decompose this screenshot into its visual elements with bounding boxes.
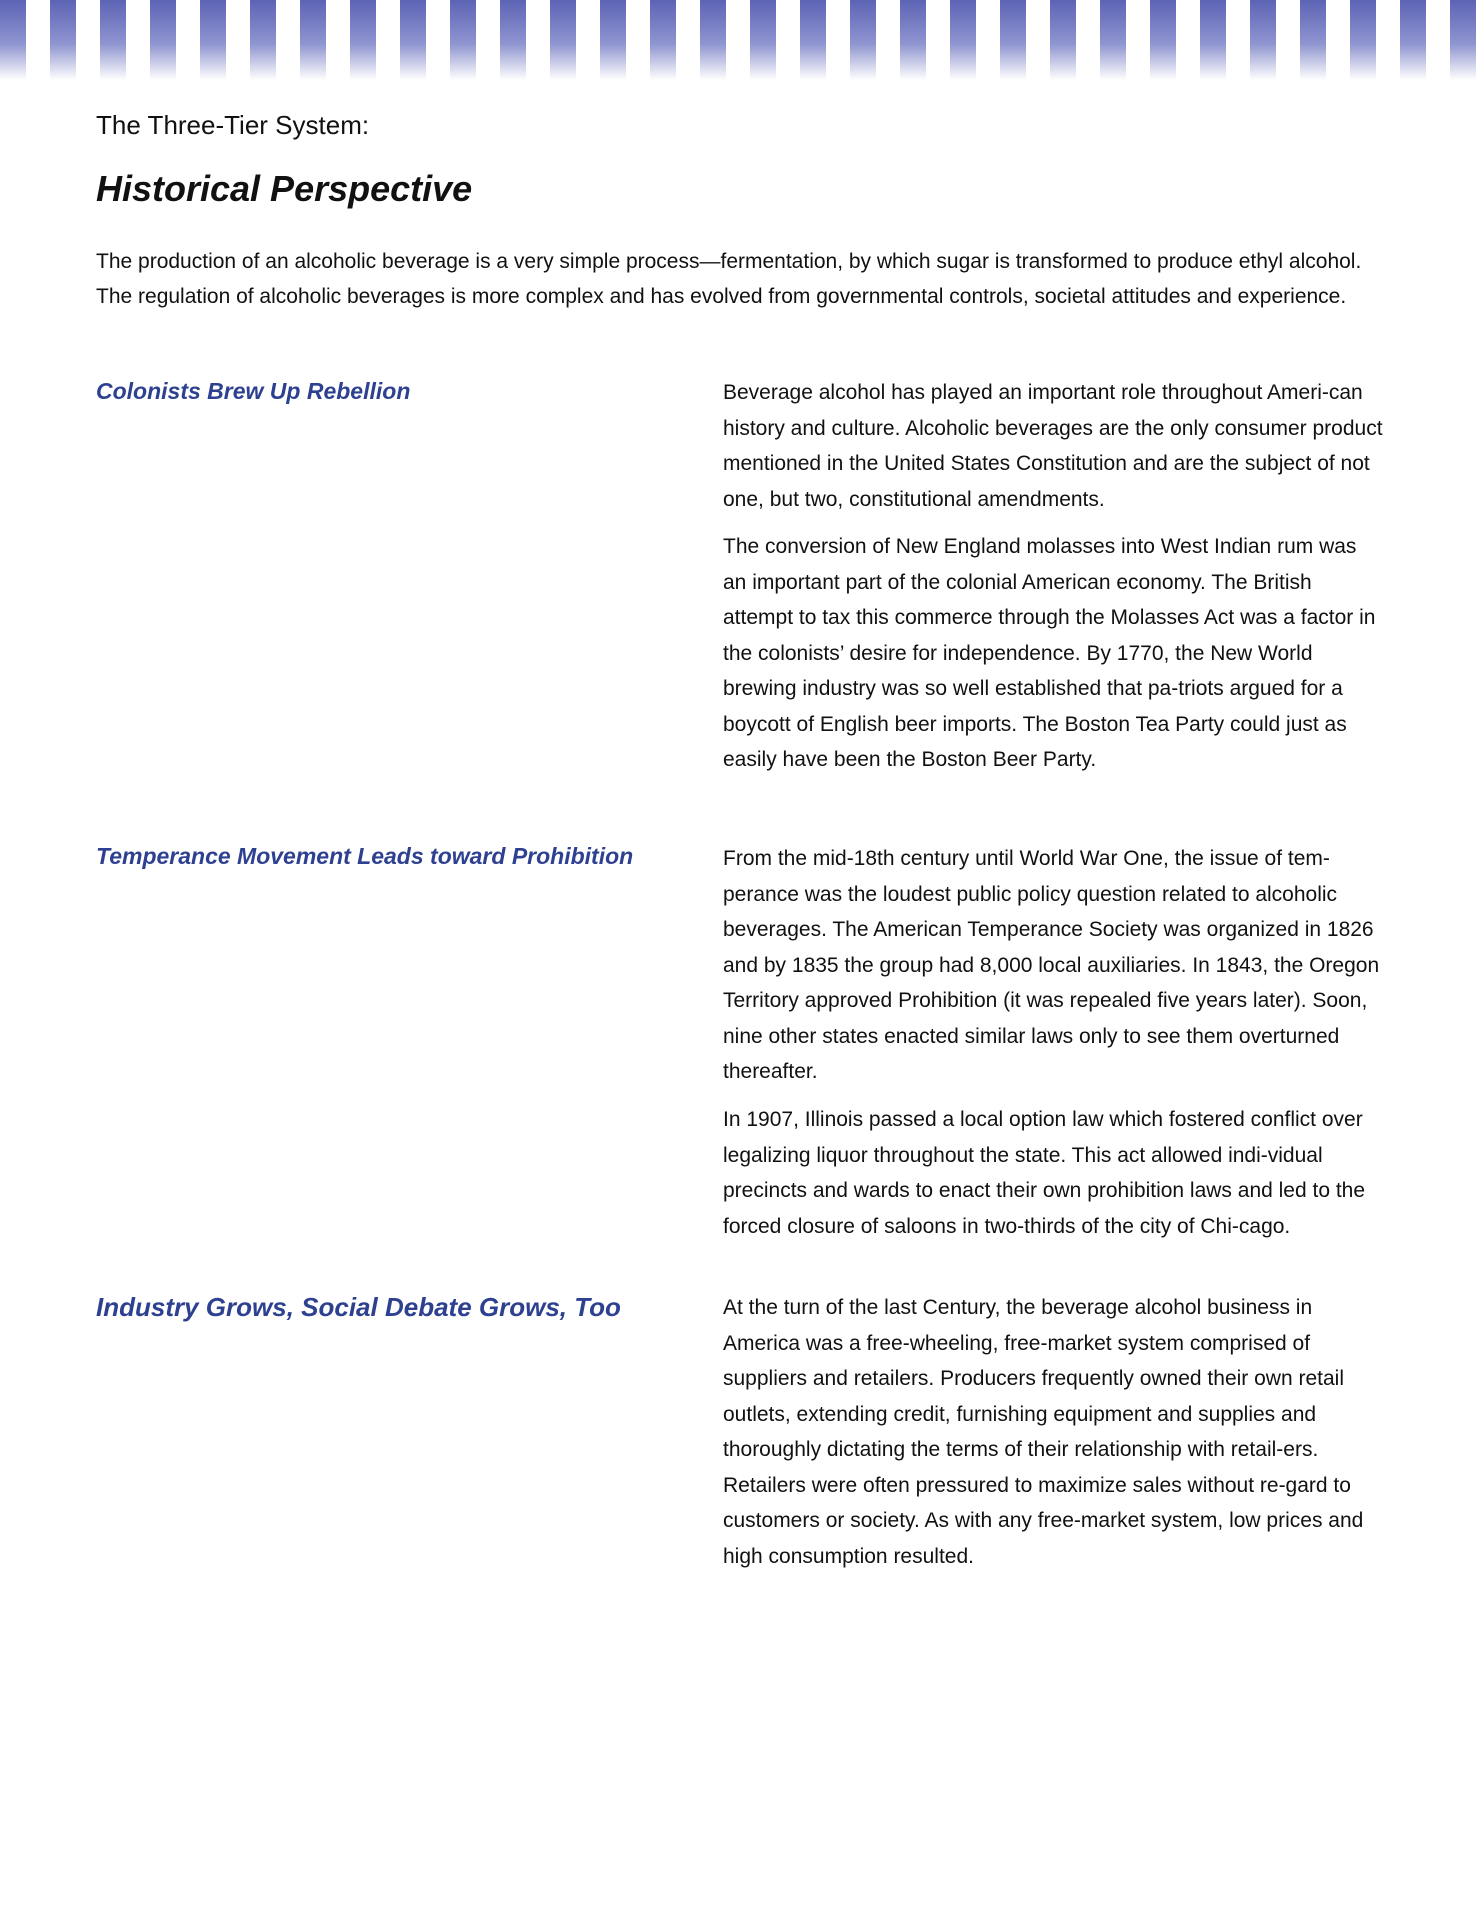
section-heading-industry: Industry Grows, Social Debate Grows, Too bbox=[96, 1292, 621, 1322]
intro-paragraph: The production of an alcoholic beverage is a very simple process—fermentation, by which sugar is transformed to produce ethyl alcohol. The regulation of alcoholic beverages is more complex and has evolved from governmental controls, societal attitudes and experience. bbox=[96, 250, 1362, 308]
section-heading-temperance: Temperance Movement Leads toward Prohibition bbox=[96, 843, 634, 869]
section-paragraph: Beverage alcohol has played an important role throughout Ameri-can history and culture. Alcoholic beverages are the only consumer product mentioned in the United States Constitution and are the subject of not one, but two, constitutional amendments. bbox=[723, 381, 1383, 511]
section-paragraph: In 1907, Illinois passed a local option law which fostered conflict over legalizing liquor throughout the state. This act allowed indi-vidual precincts and wards to enact their own prohibition laws and led to the forced closure of saloons in two-thirds of the city of Chi-cago. bbox=[723, 1108, 1366, 1238]
section-paragraph: At the turn of the last Century, the beverage alcohol business in America was a free-wheeling, free-market system comprised of suppliers and retailers. Producers frequently owned their own retail outlets, extending credit, furnishing equipment and supplies and thoroughly dictating the terms of their relationship with retail-ers. Retailers were often pressured to maximize sales without re-gard to customers or society. As with any free-market system, low prices and high consumption resulted. bbox=[723, 1296, 1364, 1568]
page-kicker: The Three-Tier System: bbox=[96, 110, 370, 140]
section-heading-colonists: Colonists Brew Up Rebellion bbox=[96, 378, 411, 404]
header-stripe-band bbox=[0, 0, 1484, 80]
section-paragraph: From the mid-18th century until World War One, the issue of tem-perance was the loudest public policy question related to alcoholic beverages. The American Temperance Society was organized in 1826 and by 1835 the group had 8,000 local auxiliaries. In 1843, the Oregon Territory approved Prohibition (it was repealed five years later). Soon, nine other states enacted similar laws only to see them overturned thereafter. bbox=[723, 847, 1380, 1083]
page-title: Historical Perspective bbox=[96, 168, 473, 209]
section-paragraph: The conversion of New England molasses into West Indian rum was an important part of the colonial American economy. The British attempt to tax this commerce through the Molasses Act was a factor in the colonists’ desire for independence. By 1770, the New World brewing industry was so well established that pa-triots argued for a boycott of English beer imports. The Boston Tea Party could just as easily have been the Boston Beer Party. bbox=[723, 535, 1376, 771]
